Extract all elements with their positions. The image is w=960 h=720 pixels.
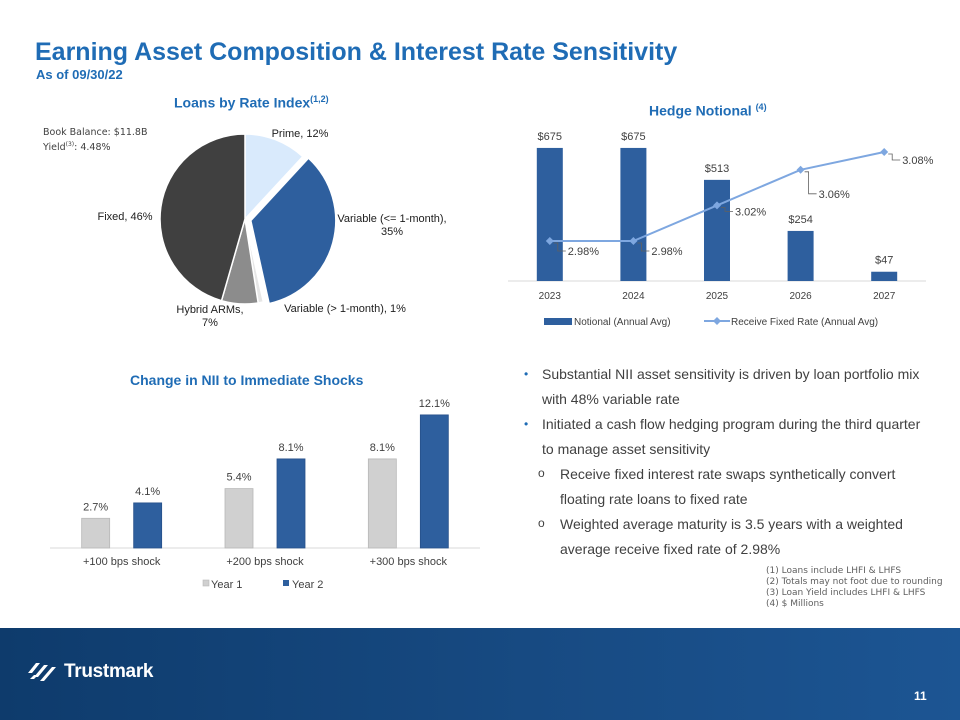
trustmark-logo <box>26 659 153 685</box>
bar-value-label: 8.1% <box>278 441 304 454</box>
x-tick-label: +100 bps shock <box>82 556 161 568</box>
legend-rate-label: Receive Fixed Rate (Annual Avg) <box>731 317 879 328</box>
bar-value-label: $513 <box>704 162 730 175</box>
pie-slice-label: 35% <box>380 226 404 238</box>
bullet-list <box>524 362 924 562</box>
bar-value-label: $47 <box>875 254 894 267</box>
page-title: Earning Asset Composition & Interest Rate Sensitivity <box>35 38 678 66</box>
bar-value-label: $675 <box>621 130 646 143</box>
bar-value-label: 8.1% <box>369 441 395 454</box>
year2-bar <box>277 459 305 548</box>
x-tick-label: 2027 <box>873 291 896 302</box>
legend-year2-label: Year 2 <box>292 579 324 591</box>
footnote: (4) $ Millions <box>766 599 824 609</box>
sub-bullet-item <box>524 512 924 562</box>
x-tick-label: 2026 <box>789 291 812 302</box>
bar-value-label: $254 <box>788 213 813 226</box>
year1-bar <box>82 518 110 548</box>
page-subtitle: As of 09/30/22 <box>36 67 123 82</box>
rate-value-label: 3.08% <box>902 155 934 167</box>
bar-value-label: 2.7% <box>83 501 109 514</box>
bar-value-label: 12.1% <box>418 397 450 410</box>
year2-bar <box>420 415 448 548</box>
pie-slice-label: Fixed, 46% <box>97 211 153 223</box>
year2-bar <box>134 503 162 548</box>
x-tick-label: 2025 <box>705 291 729 302</box>
yield-value: : 4.48% <box>74 142 111 154</box>
legend-notional-label: Notional (Annual Avg) <box>574 317 671 328</box>
year1-bar <box>225 489 253 548</box>
footnotes <box>766 566 943 610</box>
rate-value-label: 2.98% <box>567 246 600 258</box>
nii-chart-title: Change in NII to Immediate Shocks <box>130 372 364 388</box>
bar-value-label: 4.1% <box>135 485 161 498</box>
bullet-text: Substantial NII asset sensitivity is driven by loan portfolio mix with 48% variable rate <box>542 366 920 407</box>
circle-bullet-icon: o <box>538 516 545 530</box>
legend-year1-label: Year 1 <box>211 579 243 591</box>
loans-title-text: Loans by Rate Index <box>174 94 311 111</box>
pie-slice-label: 7% <box>202 317 218 329</box>
pie-slice-label: Variable (<= 1-month), <box>337 213 447 225</box>
sub-bullet-text: Weighted average maturity is 3.5 years with a weighted average receive fixed rate of 2.98% <box>560 516 903 557</box>
sub-bullet-item <box>524 462 924 512</box>
bullet-item <box>524 412 924 462</box>
trustmark-logo-icon <box>26 659 60 685</box>
hedge-title-sup: (4) <box>755 102 767 112</box>
logo-text: Trustmark <box>64 661 154 682</box>
legend-year2-swatch <box>283 580 289 586</box>
footnote: (3) Loan Yield includes LHFI & LHFS <box>766 588 926 598</box>
book-balance-text: Book Balance: $11.8B <box>43 127 148 138</box>
bullet-item <box>524 362 924 412</box>
pie-slice-label: Hybrid ARMs, <box>176 304 244 316</box>
x-tick-label: +300 bps shock <box>369 556 448 568</box>
rate-value-label: 2.98% <box>651 246 683 258</box>
hedge-title-text: Hedge Notional <box>649 102 752 119</box>
pie-slice-label: Variable (> 1-month), 1% <box>284 303 406 315</box>
x-tick-label: 2023 <box>538 291 561 302</box>
sub-bullet-text: Receive fixed interest rate swaps synthetically convert floating rate loans to fixed rate <box>560 466 896 507</box>
yield-sup: (3) <box>65 141 75 148</box>
page-number: 11 <box>914 689 927 703</box>
legend-year1-swatch <box>203 580 209 586</box>
x-tick-label: +200 bps shock <box>226 556 304 568</box>
circle-bullet-icon: o <box>538 466 545 480</box>
bullet-text: Initiated a cash flow hedging program during the third quarter to manage asset sensitivity <box>542 416 921 457</box>
year1-bar <box>368 459 396 548</box>
footnote: (1) Loans include LHFI & LHFS <box>766 566 902 576</box>
bullet-dot-icon: • <box>524 417 529 431</box>
bullet-dot-icon: • <box>524 367 529 381</box>
x-tick-label: 2024 <box>622 291 645 302</box>
footnote: (2) Totals may not foot due to rounding <box>766 577 943 587</box>
rate-value-label: 3.02% <box>735 206 767 219</box>
pie-slice-label: Prime, 12% <box>271 128 329 140</box>
rate-value-label: 3.06% <box>818 188 850 201</box>
bar-value-label: $675 <box>537 130 563 143</box>
bar-value-label: 5.4% <box>226 471 252 484</box>
yield-label: Yield <box>43 142 66 154</box>
loans-title-sup: (1,2) <box>310 94 329 104</box>
